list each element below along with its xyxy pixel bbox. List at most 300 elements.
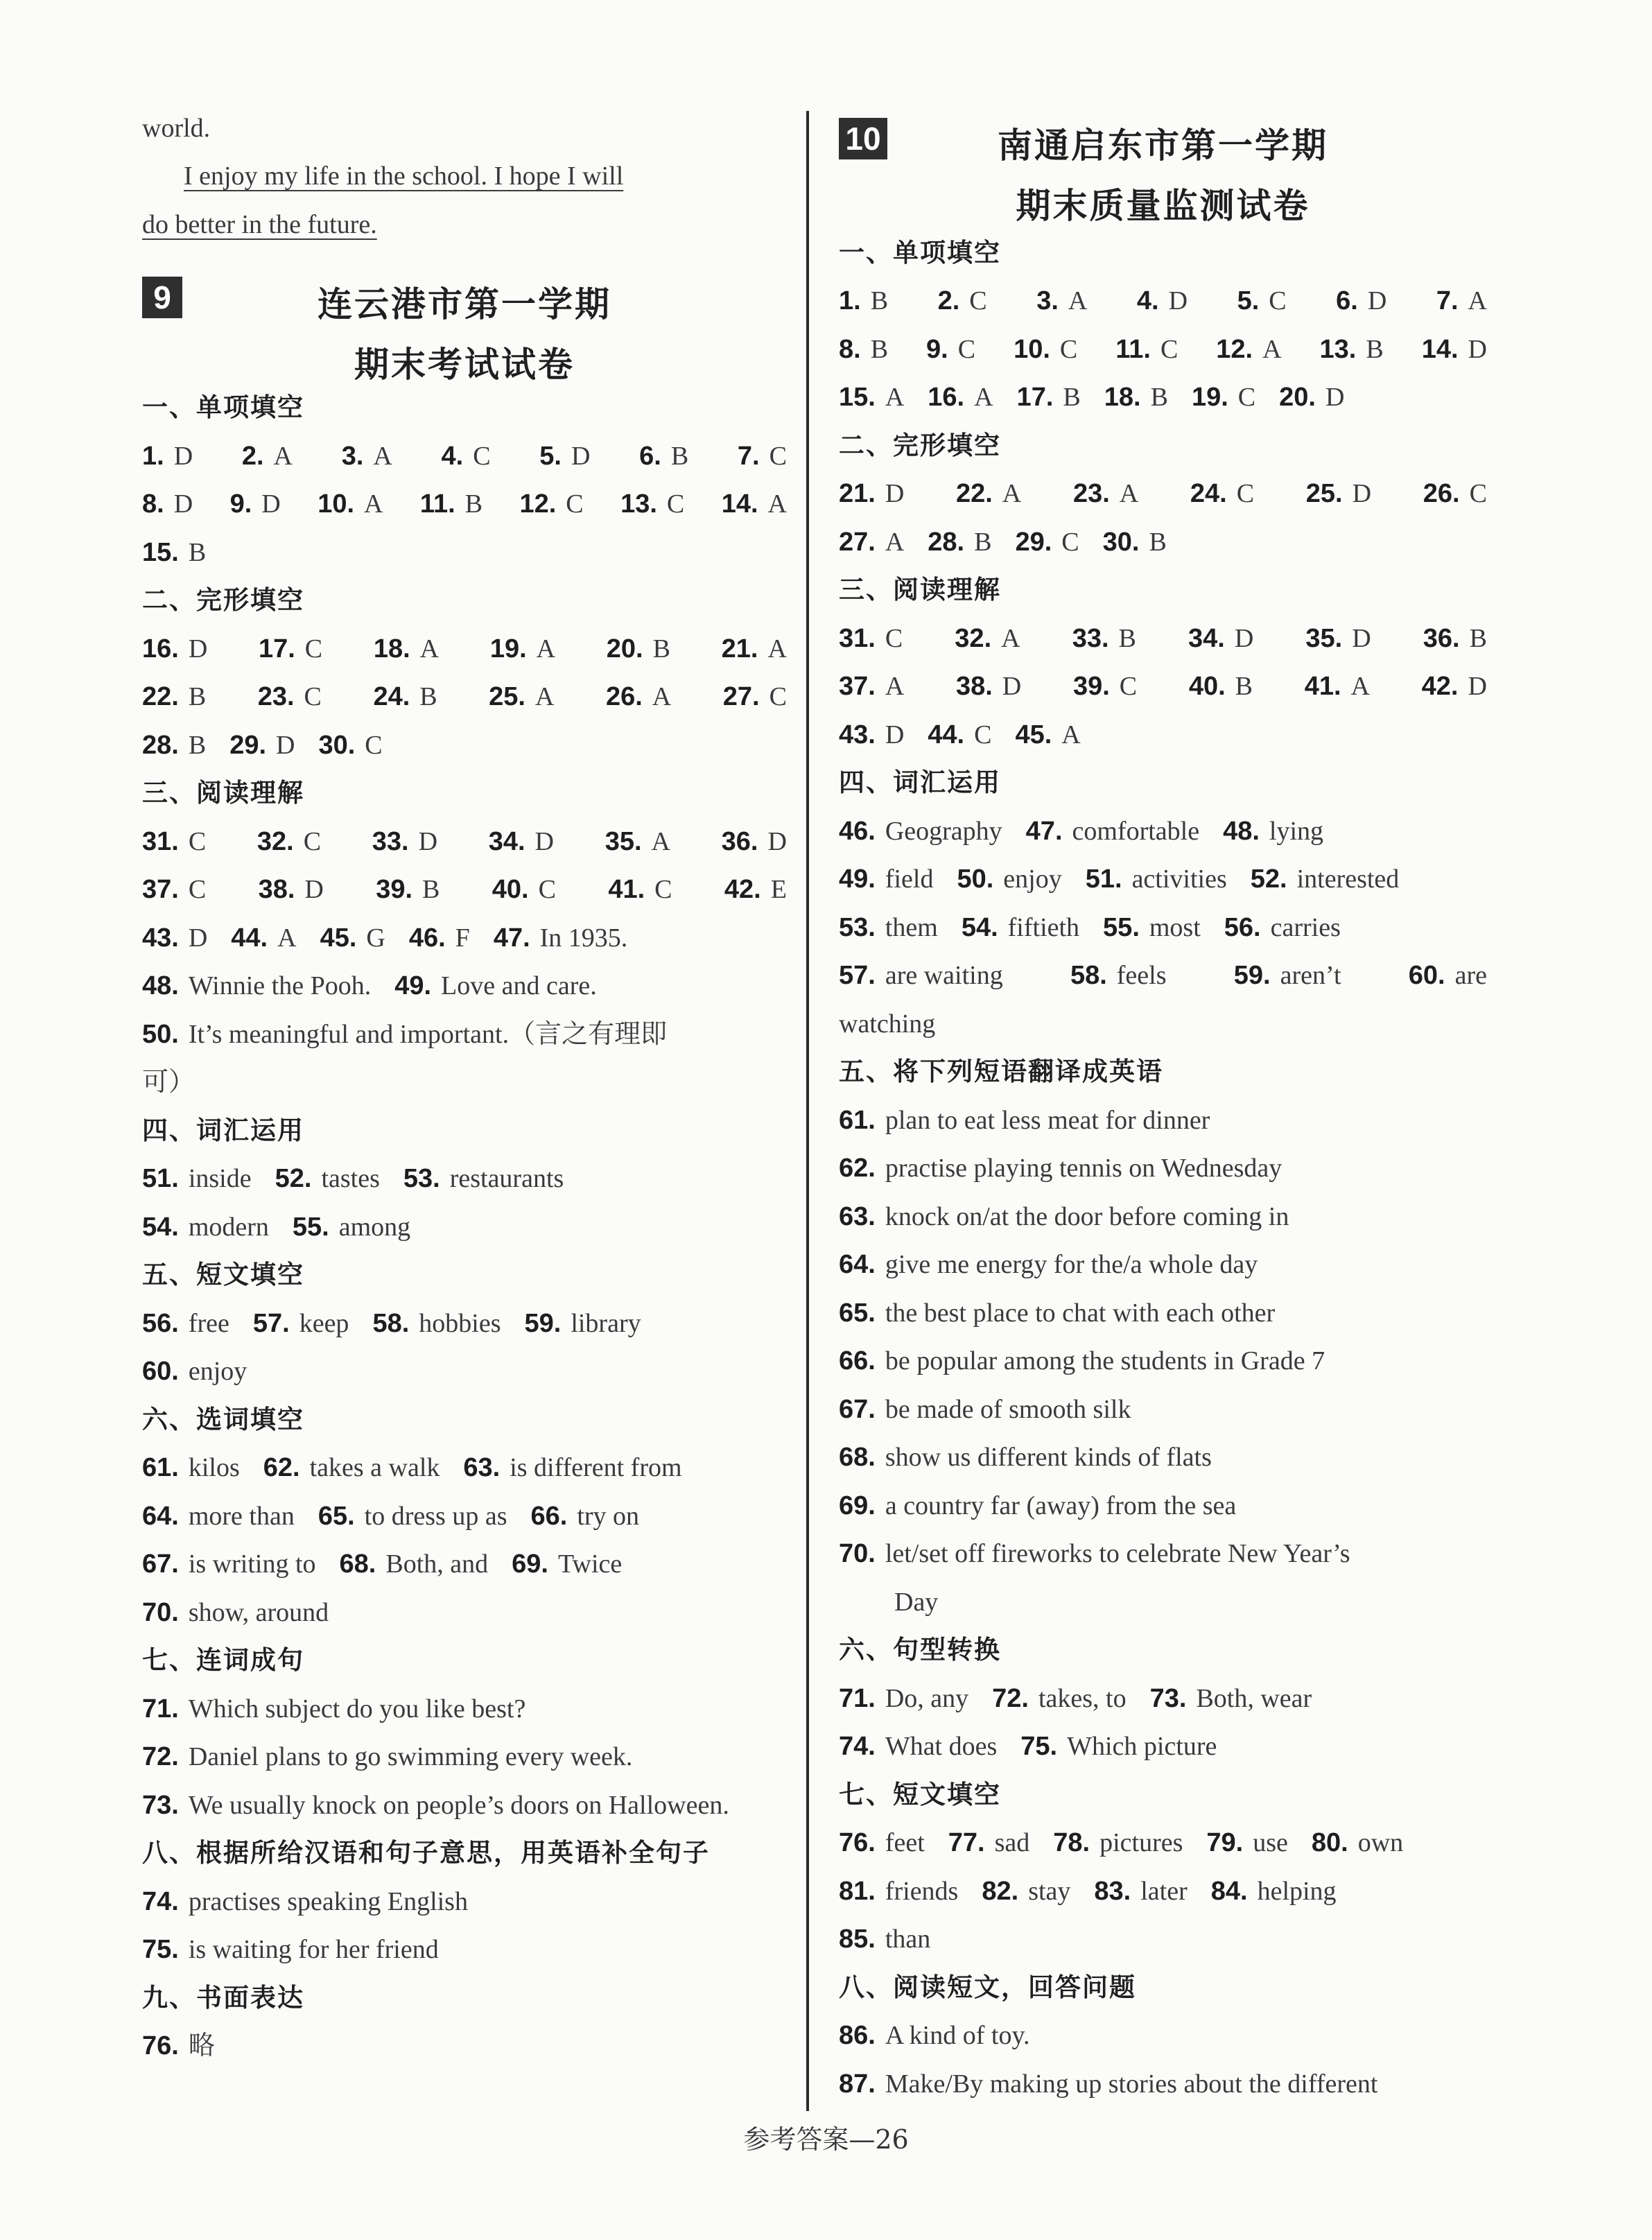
answer-value: It’s meaningful and important.（言之有理即 — [188, 1019, 668, 1049]
answer-value: A — [652, 682, 672, 712]
answer-item — [839, 962, 1003, 989]
answer-row — [839, 1145, 1487, 1193]
question-number: 24. — [373, 682, 410, 712]
answer-row — [142, 962, 787, 1011]
answer-value: feet — [885, 1828, 925, 1858]
answer-value: A — [767, 489, 787, 519]
answer-item — [142, 1886, 468, 1916]
answer-value: D — [1367, 286, 1387, 316]
question-number: 9. — [926, 334, 948, 364]
question-number: 44. — [231, 923, 268, 953]
answer-row — [839, 614, 1487, 663]
answer-value: takes a walk — [309, 1453, 440, 1483]
question-number: 39. — [1072, 672, 1110, 702]
answer-value: is writing to — [188, 1549, 316, 1579]
answer-item — [1423, 480, 1487, 507]
section-heading — [142, 1974, 787, 2022]
question-number: 65. — [839, 1298, 876, 1328]
question-number: 17. — [258, 634, 295, 663]
question-number: 10. — [1014, 334, 1050, 364]
answer-value: B — [419, 682, 437, 712]
question-number: 60. — [1408, 961, 1445, 991]
question-number: 86. — [839, 2021, 876, 2051]
answer-item — [1211, 1878, 1337, 1904]
section-heading — [839, 422, 1487, 470]
question-number: 70. — [142, 1597, 179, 1627]
question-number: 67. — [839, 1394, 876, 1424]
answer-value: D — [571, 441, 591, 471]
answer-value: D — [1325, 383, 1345, 413]
question-number: 21. — [721, 634, 758, 663]
answer-value: Winnie the Pooh. — [188, 971, 372, 1001]
answer-item — [1336, 288, 1386, 314]
question-number: 26. — [605, 682, 643, 712]
answer-row — [142, 625, 787, 673]
answer-value: B — [1118, 623, 1136, 653]
question-number: 13. — [620, 489, 657, 519]
question-number: 61. — [142, 1453, 179, 1483]
answer-item — [639, 443, 688, 469]
question-number: 64. — [142, 1501, 179, 1531]
answer-item — [928, 529, 991, 555]
question-number: 9. — [229, 489, 252, 519]
answer-value: inside — [188, 1164, 252, 1194]
question-number: 17. — [1016, 383, 1054, 413]
answer-value: show us different kinds of flats — [885, 1443, 1212, 1473]
answer-value: B — [464, 489, 482, 519]
answer-value: D — [173, 489, 193, 519]
answer-item — [258, 684, 322, 710]
answer-value: B — [1063, 383, 1081, 413]
left-column — [142, 104, 787, 2070]
question-number: 68. — [839, 1443, 876, 1473]
exam-title-line2: 期末质量监测试卷 — [1016, 186, 1310, 226]
question-number: 58. — [1070, 961, 1107, 991]
answer-value: Both, wear — [1196, 1683, 1312, 1713]
question-number: 14. — [721, 489, 758, 519]
answer-item — [1251, 866, 1400, 892]
answer-item — [142, 1599, 329, 1626]
answer-item — [1305, 673, 1370, 700]
question-number: 54. — [142, 1212, 179, 1242]
answer-row — [839, 2012, 1487, 2060]
answer-value: carries — [1270, 912, 1341, 942]
question-number: 36. — [721, 826, 758, 856]
question-number: 28. — [142, 730, 179, 760]
question-number: 20. — [606, 634, 643, 663]
answer-value: sad — [994, 1828, 1030, 1858]
answer-row — [142, 1203, 787, 1251]
answer-item — [263, 1455, 440, 1481]
answer-value: helping — [1257, 1876, 1337, 1906]
answer-item — [1073, 673, 1137, 700]
answer-value: D — [188, 923, 208, 953]
answer-value: B — [870, 334, 889, 364]
question-number: 54. — [961, 912, 998, 942]
section-heading — [839, 1963, 1487, 2012]
answer-value: are waiting — [885, 961, 1003, 991]
answer-value: tastes — [321, 1164, 380, 1194]
question-number: 63. — [463, 1453, 501, 1483]
answer-value: modern — [188, 1212, 269, 1242]
answer-item — [142, 876, 206, 903]
answer-value: 略 — [188, 2031, 215, 2061]
question-number: 30. — [318, 730, 356, 760]
question-number: 38. — [258, 875, 295, 905]
section-heading — [142, 1637, 787, 1685]
section-heading-text: 八、阅读短文，回答问题 — [839, 1972, 1136, 2002]
answer-row — [839, 1819, 1487, 1868]
answer-item — [318, 491, 383, 517]
question-number: 30. — [1102, 527, 1140, 557]
exam-title-line2: 期末考试试卷 — [354, 344, 575, 385]
answer-value: A — [1350, 672, 1370, 702]
answer-row — [839, 1723, 1487, 1771]
question-number: 27. — [722, 682, 760, 712]
answer-item — [723, 684, 787, 710]
answer-value: C — [1059, 334, 1078, 364]
question-number: 11. — [1115, 334, 1151, 364]
answer-item — [839, 1493, 1236, 1519]
question-number: 37. — [142, 875, 179, 905]
answer-item — [926, 336, 975, 363]
answer-item — [530, 1503, 639, 1529]
answer-value: Both, and — [385, 1549, 489, 1579]
answer-item — [1150, 1685, 1312, 1712]
answer-item — [1409, 962, 1487, 989]
question-number: 61. — [839, 1105, 876, 1135]
answer-value: field — [885, 865, 934, 894]
question-number: 31. — [142, 826, 179, 856]
section-heading — [142, 1251, 787, 1300]
answer-item — [320, 925, 385, 951]
answer-item — [409, 925, 470, 951]
answer-item — [259, 876, 324, 903]
question-number: 13. — [1319, 334, 1357, 364]
answer-item — [938, 288, 987, 314]
question-number: 7. — [1436, 286, 1459, 316]
answer-item — [839, 1540, 1350, 1567]
answer-item — [372, 1310, 501, 1337]
answer-continuation-text: Day — [894, 1587, 939, 1617]
answer-value: B — [974, 527, 992, 557]
question-number: 57. — [252, 1308, 290, 1338]
question-number: 55. — [292, 1212, 329, 1242]
answer-item — [519, 491, 583, 517]
answer-value: A — [534, 682, 555, 712]
question-number: 22. — [955, 479, 993, 509]
answer-item — [142, 1503, 295, 1529]
answer-value: A — [277, 923, 297, 953]
answer-value: F — [455, 923, 470, 953]
answer-row — [142, 673, 787, 722]
question-number: 63. — [839, 1201, 876, 1231]
answer-row — [142, 1540, 787, 1589]
answer-item — [142, 636, 207, 662]
answer-item — [1086, 866, 1227, 892]
section-heading-text: 七、连词成句 — [142, 1645, 304, 1676]
answer-item — [928, 722, 991, 748]
answer-value: to dress up as — [364, 1501, 507, 1531]
answer-item — [962, 914, 1079, 941]
answer-value: is waiting for her friend — [188, 1935, 439, 1965]
question-number: 29. — [229, 730, 267, 760]
answer-value: are — [1454, 961, 1487, 991]
answer-row — [839, 1337, 1487, 1386]
answer-item — [420, 491, 482, 517]
answer-value: D — [1352, 623, 1371, 653]
question-number: 62. — [263, 1453, 300, 1483]
exam-number-badge: 9 — [142, 277, 182, 318]
question-number: 51. — [142, 1164, 179, 1194]
question-number: 31. — [839, 623, 876, 653]
answer-value: be popular among the students in Grade 7 — [885, 1346, 1325, 1376]
section-heading — [839, 1048, 1487, 1097]
answer-value: D — [767, 826, 787, 856]
answer-value: C — [304, 682, 322, 712]
answer-value: C — [969, 286, 987, 316]
question-number: 6. — [1336, 286, 1358, 316]
question-number: 18. — [1104, 383, 1141, 413]
answer-row — [839, 663, 1487, 711]
answer-row — [142, 1685, 787, 1733]
answer-value: aren’t — [1280, 961, 1341, 991]
answer-value: A — [1119, 479, 1139, 509]
answer-value: be made of smooth silk — [885, 1394, 1131, 1424]
question-number: 73. — [142, 1790, 179, 1820]
answer-item — [142, 1310, 229, 1337]
answer-list — [142, 384, 787, 2071]
question-number: 8. — [839, 334, 861, 364]
question-number: 21. — [839, 479, 876, 509]
answer-item — [318, 732, 382, 758]
question-number: 7. — [737, 441, 760, 471]
answer-row — [142, 817, 787, 866]
answer-value: C — [473, 441, 491, 471]
question-number: 53. — [403, 1164, 440, 1194]
question-number: 34. — [1188, 623, 1225, 653]
answer-row — [142, 528, 787, 577]
answer-item — [524, 1310, 641, 1337]
question-number: 73. — [1149, 1683, 1187, 1713]
answer-row — [839, 952, 1487, 1000]
section-heading — [142, 384, 787, 433]
answer-value: C — [566, 489, 584, 519]
carryover-line — [142, 104, 787, 153]
section-heading-text: 八、根据所给汉语和句子意思，用英语补全句子 — [142, 1838, 710, 1868]
question-number: 42. — [724, 875, 761, 905]
answer-value: A — [885, 383, 905, 413]
answer-row — [839, 1192, 1487, 1241]
question-number: 10. — [318, 489, 355, 519]
answer-item — [722, 491, 787, 517]
answer-row — [839, 1867, 1487, 1916]
question-number: 2. — [241, 441, 264, 471]
answer-value: hobbies — [419, 1308, 501, 1338]
answer-item — [1237, 288, 1287, 314]
answer-row — [839, 1385, 1487, 1434]
question-number: 75. — [142, 1935, 179, 1965]
answer-item — [722, 828, 787, 855]
answer-value: What does — [885, 1732, 998, 1762]
answer-value: practise playing tennis on Wednesday — [885, 1154, 1283, 1183]
column-divider — [806, 111, 809, 2111]
question-number: 49. — [394, 971, 432, 1001]
answer-item — [259, 636, 322, 662]
section-heading-text: 七、短文填空 — [839, 1779, 1001, 1809]
answer-row — [142, 721, 787, 770]
answer-row — [839, 1241, 1487, 1290]
answer-value: B — [670, 441, 689, 471]
question-number: 84. — [1210, 1876, 1248, 1906]
question-number: 72. — [992, 1683, 1029, 1713]
answer-item — [494, 925, 627, 951]
answer-row — [142, 1492, 787, 1540]
question-number: 58. — [372, 1308, 410, 1338]
answer-continuation — [839, 1000, 1487, 1048]
answer-value: Make/By making up stories about the different — [885, 2069, 1378, 2099]
answer-item — [1014, 336, 1077, 363]
answer-item — [275, 1165, 380, 1192]
question-number: 4. — [1136, 286, 1159, 316]
answer-item — [142, 1792, 729, 1818]
answer-item — [1104, 383, 1168, 413]
answer-item — [957, 866, 1061, 892]
question-number: 62. — [839, 1154, 876, 1183]
answer-value: B — [1149, 527, 1167, 557]
answer-item — [142, 1021, 667, 1048]
answer-item — [839, 480, 904, 507]
answer-value: activities — [1131, 865, 1227, 894]
answer-value: kilos — [188, 1453, 240, 1483]
answer-item — [142, 1696, 525, 1722]
question-number: 38. — [955, 672, 993, 702]
answer-item — [1115, 336, 1178, 363]
answer-row — [839, 1530, 1487, 1579]
question-number: 50. — [142, 1019, 179, 1049]
answer-item — [606, 684, 671, 710]
answer-value: Twice — [557, 1549, 623, 1579]
answer-item — [722, 636, 787, 662]
answer-item — [1015, 722, 1080, 748]
answer-value: use — [1253, 1828, 1288, 1858]
question-number: 66. — [530, 1501, 568, 1531]
answer-value: a country far (away) from the sea — [885, 1491, 1237, 1520]
answer-value: D — [1468, 672, 1487, 702]
answer-value: A — [885, 527, 905, 557]
question-number: 56. — [1224, 912, 1261, 942]
answer-value: C — [188, 875, 207, 905]
answer-item — [372, 828, 437, 855]
answer-row — [839, 711, 1487, 759]
answer-item — [1020, 1733, 1217, 1760]
answer-item — [142, 684, 206, 710]
answer-item — [839, 2022, 1029, 2049]
answer-value: Which picture — [1067, 1732, 1217, 1762]
answer-row — [142, 1926, 787, 1974]
question-number: 16. — [928, 383, 965, 413]
answer-value: A — [974, 383, 993, 413]
answer-item — [394, 973, 597, 999]
answer-value: D — [885, 720, 905, 749]
answer-row — [839, 277, 1487, 326]
question-number: 36. — [1423, 623, 1460, 653]
answer-value: A — [651, 826, 670, 856]
question-number: 24. — [1190, 479, 1227, 509]
question-number: 60. — [142, 1357, 179, 1387]
question-number: 82. — [982, 1876, 1019, 1906]
question-number: 64. — [839, 1250, 876, 1280]
answer-value: A — [1002, 479, 1022, 509]
answer-value: Daniel plans to go swimming every week. — [188, 1742, 633, 1772]
question-number: 65. — [318, 1501, 355, 1531]
question-number: 67. — [142, 1549, 179, 1579]
answer-item — [839, 1733, 997, 1760]
answer-item — [1422, 336, 1487, 363]
question-number: 15. — [839, 383, 876, 413]
answer-value: feels — [1116, 961, 1167, 991]
question-number: 40. — [1188, 672, 1226, 702]
question-number: 35. — [605, 826, 642, 856]
answer-value: B — [188, 730, 207, 760]
question-number: 46. — [408, 923, 446, 953]
section-heading — [142, 1396, 787, 1444]
answer-value: D — [534, 826, 554, 856]
answer-item — [1053, 1830, 1183, 1856]
answer-item — [1189, 673, 1253, 700]
answer-item — [142, 973, 371, 999]
answer-row — [142, 866, 787, 914]
answer-value: D — [304, 875, 324, 905]
answer-value: G — [366, 923, 385, 953]
answer-value: A — [1068, 286, 1088, 316]
answer-row — [142, 1733, 787, 1782]
answer-item — [839, 1201, 1289, 1231]
answer-value: C — [974, 720, 992, 749]
answer-value: C — [1236, 479, 1255, 509]
answer-item — [1306, 480, 1371, 507]
answer-value: free — [188, 1308, 229, 1338]
answer-item — [1036, 288, 1087, 314]
answer-item — [1190, 480, 1254, 507]
question-number: 41. — [608, 875, 645, 905]
answer-continuation-text: watching — [839, 1009, 936, 1039]
answer-item — [1094, 1878, 1187, 1904]
answer-item — [1305, 625, 1371, 652]
answer-item — [374, 636, 439, 662]
question-number: 4. — [441, 441, 464, 471]
answer-value: C — [1469, 479, 1487, 509]
answer-item — [512, 1551, 622, 1577]
answer-item — [340, 1551, 489, 1577]
question-number: 48. — [1223, 816, 1260, 846]
answer-value: D — [276, 730, 295, 760]
answer-item — [948, 1830, 1029, 1856]
answer-value: takes, to — [1038, 1683, 1127, 1713]
question-number: 28. — [928, 527, 965, 557]
answer-value: B — [1469, 623, 1487, 653]
answer-item — [839, 722, 904, 748]
answer-value: D — [1468, 334, 1487, 364]
question-number: 43. — [839, 720, 876, 749]
section-heading — [142, 577, 787, 625]
carryover-line — [142, 153, 787, 201]
question-number: 42. — [1421, 672, 1459, 702]
question-number: 22. — [142, 682, 179, 712]
answer-value: later — [1140, 1876, 1188, 1906]
answer-value: C — [1061, 527, 1079, 557]
question-number: 3. — [1036, 286, 1059, 316]
